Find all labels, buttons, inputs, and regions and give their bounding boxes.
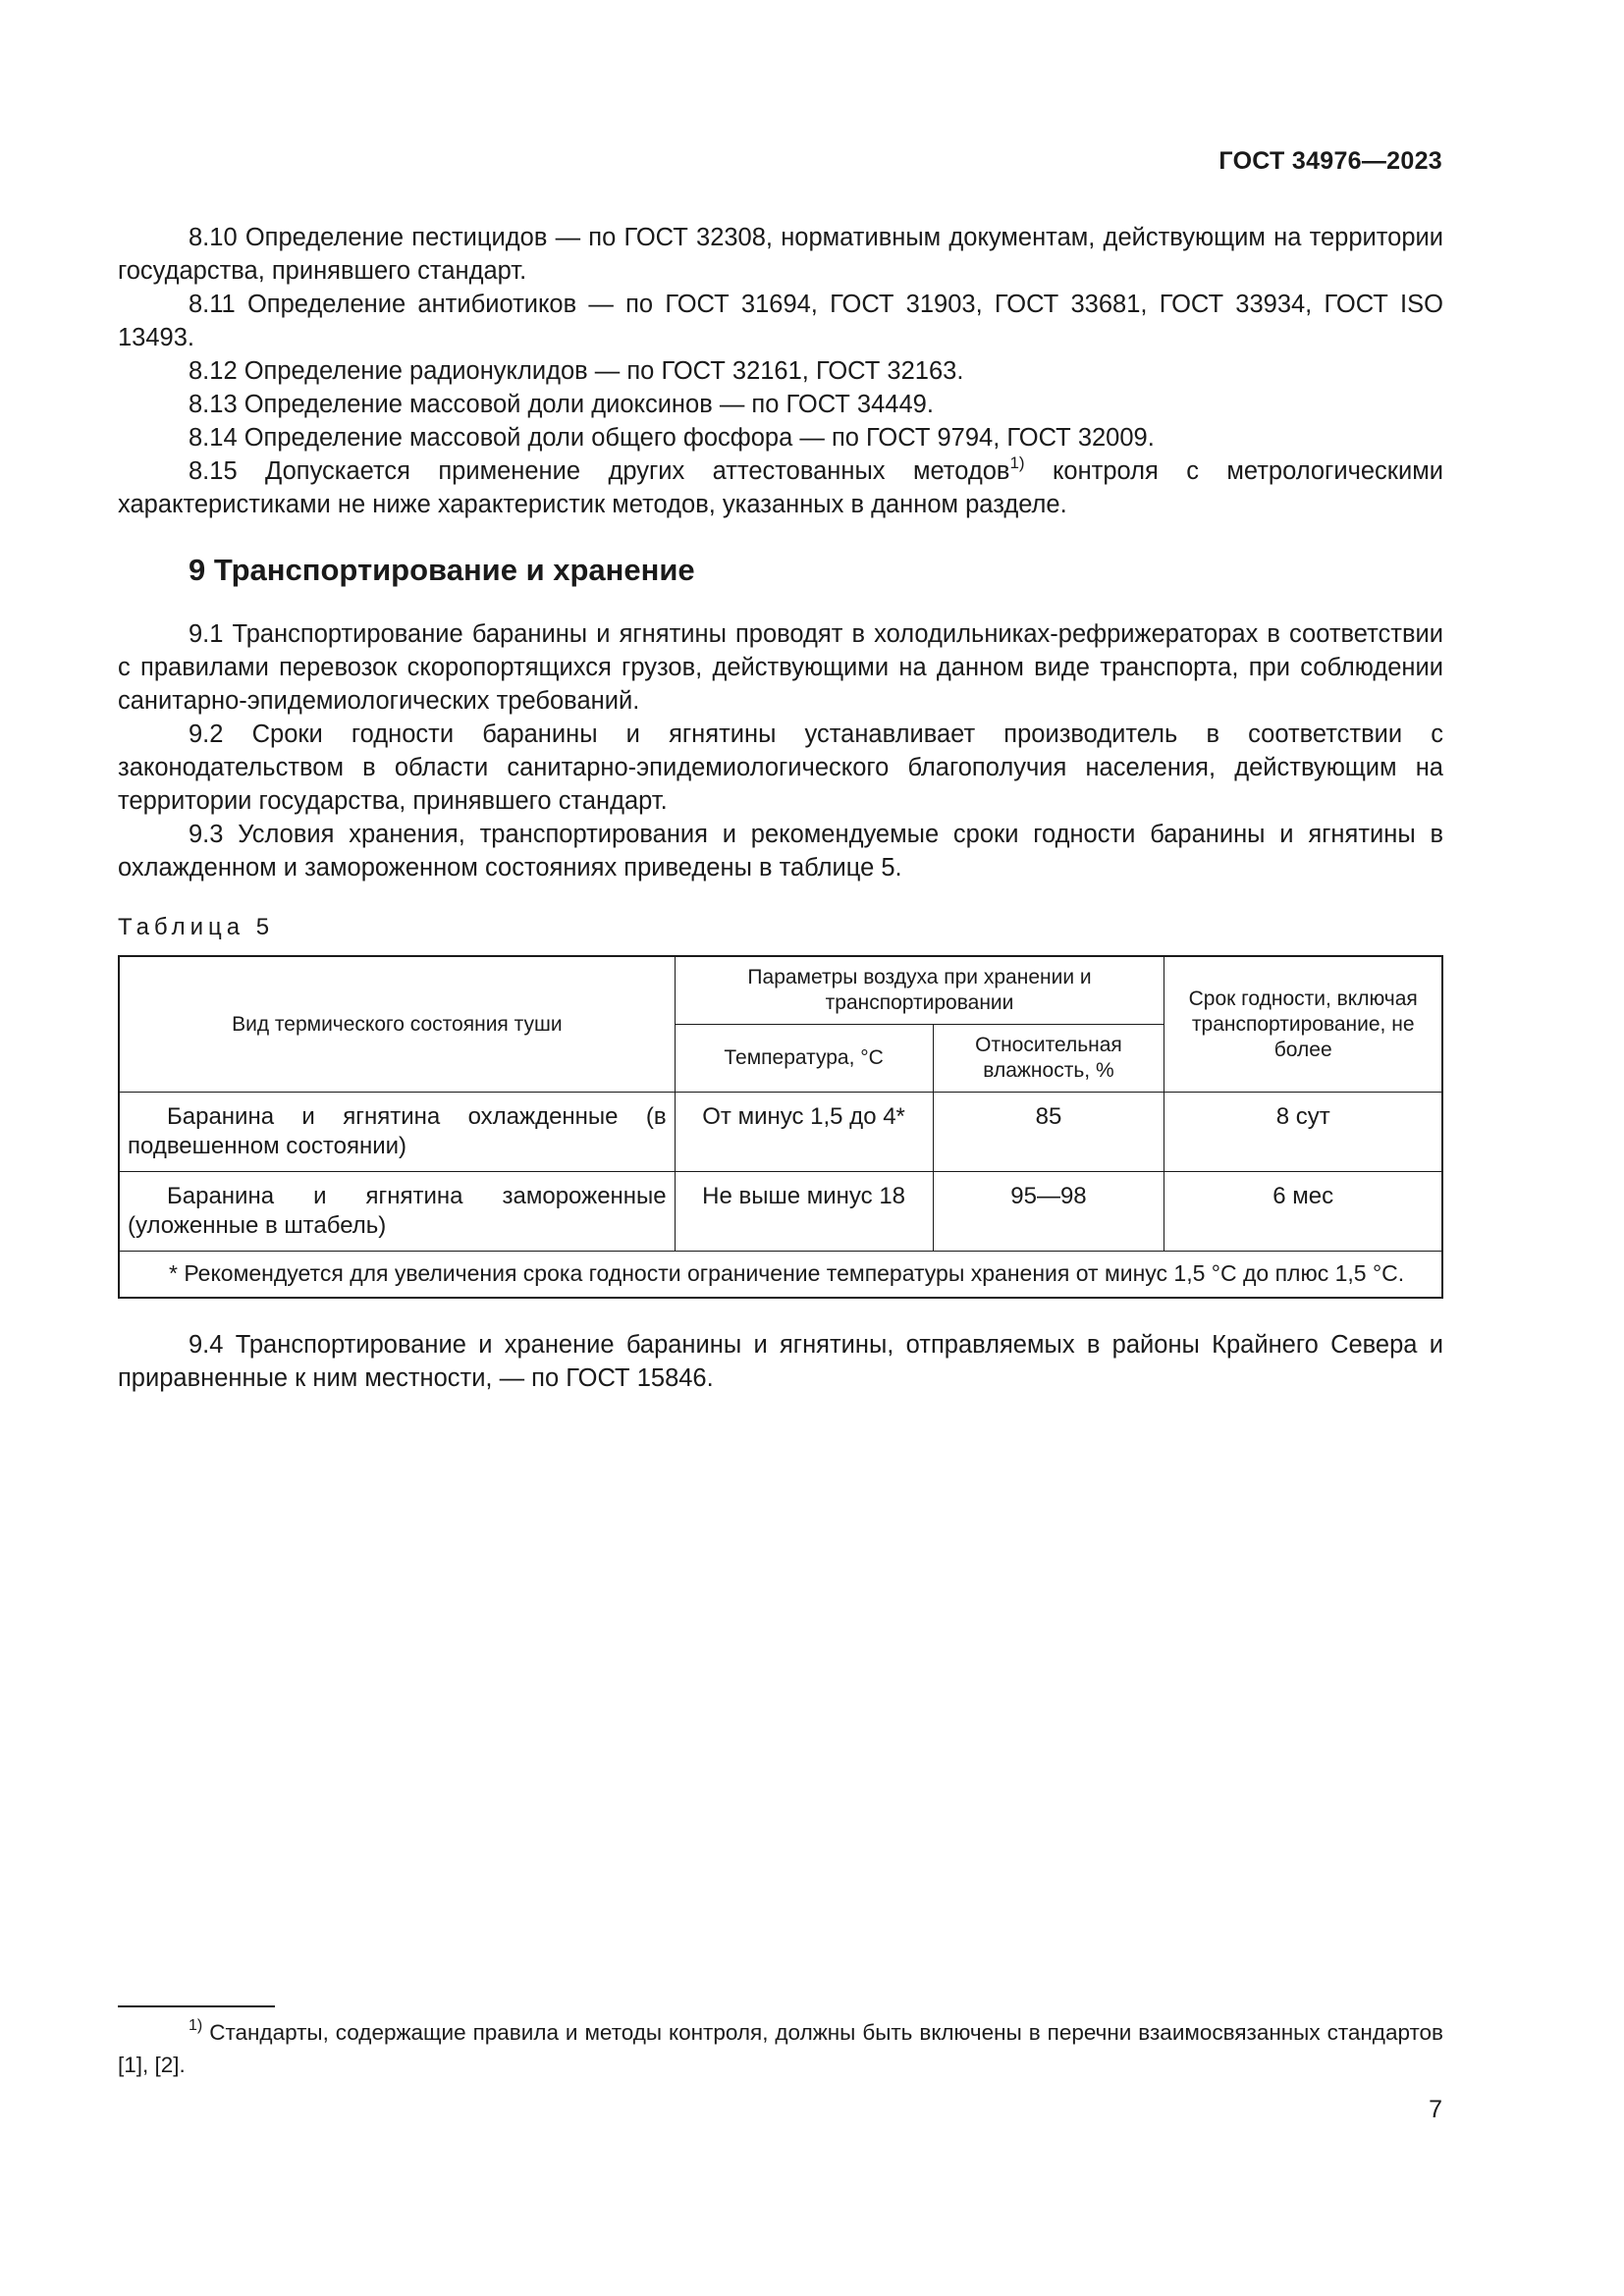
header-air-parameters: Параметры воздуха при хранении и транспортировании [675,956,1164,1025]
cell-humidity: 85 [933,1093,1164,1172]
paragraph-8-12: 8.12 Определение радионуклидов — по ГОСТ 32161, ГОСТ 32163. [189,357,964,385]
footnote [118,2016,1443,2081]
header-carcass-type: Вид термического состояния туши [119,956,675,1093]
footnote-divider [118,2005,275,2007]
table-row [119,1172,1442,1252]
paragraph-8-15-text-cont: контроля с метрологическими характеристиками не ниже характеристик методов, указанных в данном разделе. [118,457,1443,518]
paragraph-9-1: 9.1 Транспортирование баранины и ягнятины проводят в холодильниках-рефрижераторах в соответствии с правилами перевозок скоропортящихся грузов, действующими на данном виде транспорта, при соблюдении санитарно-эпидемиологических требований. [118,620,1443,715]
header-temperature: Температура, °С [675,1025,933,1093]
after-table-block [118,1328,1443,1395]
table-caption: Таблица 5 [118,914,275,940]
cell-temperature: От минус 1,5 до 4* [675,1093,933,1172]
paragraph-8-11: 8.11 Определение антибиотиков — по ГОСТ 31694, ГОСТ 31903, ГОСТ 33681, ГОСТ 33934, ГОСТ ISO 13493. [118,291,1443,351]
cell-shelf-life: 8 сут [1164,1093,1442,1172]
table-row [119,1093,1442,1172]
paragraph-8-15 [118,454,1443,521]
storage-table [118,955,1443,1299]
paragraph-8-15-text: 8.15 Допускается применение других аттестованных методов [189,457,1010,485]
cell-carcass-type: Баранина и ягнятина замороженные (уложенные в штабель) [119,1172,675,1252]
document-id-header: ГОСТ 34976—2023 [1218,147,1442,175]
footnote-text: Стандарты, содержащие правила и методы контроля, должны быть включены в перечни взаимосвязанных стандартов [1], [2]. [118,2020,1443,2077]
cell-shelf-life: 6 мес [1164,1172,1442,1252]
footnote-reference[interactable]: 1) [1009,453,1025,472]
table-note-row [119,1252,1442,1299]
cell-carcass-type: Баранина и ягнятина охлажденные (в подвешенном состоянии) [119,1093,675,1172]
section-9-title: 9 Транспортирование и хранение [189,553,695,587]
header-shelf-life: Срок годности, включая транспортирование, не более [1164,956,1442,1093]
footnote-mark: 1) [189,2016,203,2034]
paragraph-9-2: 9.2 Сроки годности баранины и ягнятины устанавливает производитель в соответствии с законодательством в области санитарно-эпидемиологического благополучия населения, действующим на территории государства, принявшего стандарт. [118,721,1443,815]
paragraph-8-14: 8.14 Определение массовой доли общего фосфора — по ГОСТ 9794, ГОСТ 32009. [189,424,1155,452]
paragraph-9-3: 9.3 Условия хранения, транспортирования и рекомендуемые сроки годности баранины и ягнятины в охлажденном и замороженном состояниях приведены в таблице 5. [118,821,1443,881]
paragraph-8-13: 8.13 Определение массовой доли диоксинов — по ГОСТ 34449. [189,391,934,418]
table-header-row [119,956,1442,1025]
paragraph-8-10: 8.10 Определение пестицидов — по ГОСТ 32308, нормативным документам, действующим на территории государства, принявшего стандарт. [118,224,1443,285]
cell-temperature: Не выше минус 18 [675,1172,933,1252]
header-humidity: Относительная влажность, % [933,1025,1164,1093]
cell-humidity: 95—98 [933,1172,1164,1252]
page-number: 7 [1429,2096,1442,2123]
paragraph-9-4: 9.4 Транспортирование и хранение баранины и ягнятины, отправляемых в районы Крайнего Севера и приравненные к ним местности, — по ГОСТ 15846. [118,1331,1443,1392]
page-content [118,221,1443,1395]
table-note: * Рекомендуется для увеличения срока годности ограничение температуры хранения от минус 1,5 °С до плюс 1,5 °С. [119,1252,1442,1299]
